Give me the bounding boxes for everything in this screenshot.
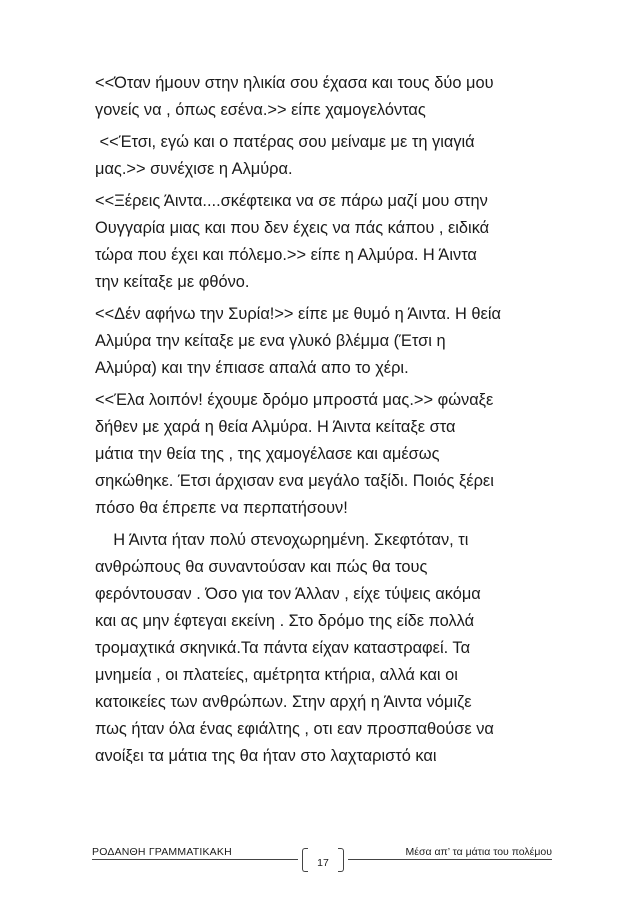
text-line: πως ήταν όλα ένας εφιάλτης , οτι εαν προσπαθούσε να [95, 720, 494, 738]
text-line: Αλμύρα) και την έπιασε απαλά απο το χέρι. [95, 359, 409, 377]
text-line: την κείταξε με φθόνο. [95, 273, 250, 291]
footer-author: ΡΟΔΑΝΘΗ ΓΡΑΜΜΑΤΙΚΑΚΗ [92, 846, 236, 858]
paragraph [95, 188, 555, 296]
page-footer [92, 846, 552, 876]
text-line: ανθρώπους θα συναντούσαν και πώς θα τους [95, 558, 428, 576]
text-line: και ας μην έφτεγαι εκείνη . Στο δρόμο της είδε πολλά [95, 612, 475, 630]
text-line: <<Όταν ήμουν στην ηλικία σου έχασα και τους δύο μου [95, 74, 494, 92]
paragraph [95, 129, 555, 183]
paragraph [95, 70, 555, 124]
text-line: Η Άιντα ήταν πολύ στενοχωρημένη. Σκεφτόταν, τι [95, 531, 469, 549]
text-line: ανοίξει τα μάτια της θα ήταν στο λαχταριστό και [95, 747, 437, 765]
footer-book-title: Μέσα απ’ τα μάτια του πολέμου [402, 846, 552, 858]
text-line: μάτια την θεία της , της χαμογέλασε και αμέσως [95, 445, 440, 463]
text-line: Αλμύρα την κείταξε με ενα γλυκό βλέμμα (Έτσι η [95, 332, 446, 350]
text-line: δήθεν με χαρά η θεία Αλμύρα. Η Άιντα κείταξε στα [95, 418, 456, 436]
text-line: <<Δέν αφήνω την Συρία!>> είπε με θυμό η Άιντα. Η θεία [95, 305, 501, 323]
page-number: 17 [317, 857, 329, 869]
text-line: φερόντουσαν . Όσο για τον Άλλαν , είχε τύψεις ακόμα [95, 585, 481, 603]
text-line: <<Ξέρεις Άιντα....σκέφτεικα να σε πάρω μαζί μου στην [95, 192, 488, 210]
text-line: <<Έτσι, εγώ και ο πατέρας σου μείναμε με τη γιαγιά [95, 133, 475, 151]
paragraph [95, 301, 555, 382]
text-line: σηκώθηκε. Έτσι άρχισαν ενα μεγάλο ταξίδι. Ποιός ξέρει [95, 472, 494, 490]
body-text [95, 70, 555, 775]
text-line: μας.>> συνέχισε η Αλμύρα. [95, 160, 293, 178]
text-line: γονείς να , όπως εσένα.>> είπε χαμογελόντας [95, 101, 426, 119]
paragraph [95, 387, 555, 522]
text-line: μνημεία , οι πλατείες, αμέτρητα κτήρια, αλλά και οι [95, 666, 458, 684]
text-line: <<Έλα λοιπόν! έχουμε δρόμο μπροστά μας.>> φώναξε [95, 391, 494, 409]
text-line: κατοικείες των ανθρώπων. Στην αρχή η Άιντα νόμιζε [95, 693, 472, 711]
page-number-box [298, 848, 348, 872]
text-line: τώρα που έχει και πόλεμο.>> είπε η Αλμύρα. Η Άιντα [95, 246, 477, 264]
text-line: πόσο θα έπρεπε να περπατήσουν! [95, 499, 348, 517]
text-line: Ουγγαρία μιας και που δεν έχεις να πάς κάπου , ειδικά [95, 219, 490, 237]
text-line: τρομαχτικά σκηνικά.Τα πάντα είχαν καταστραφεί. Τα [95, 639, 471, 657]
paragraph [95, 527, 555, 770]
